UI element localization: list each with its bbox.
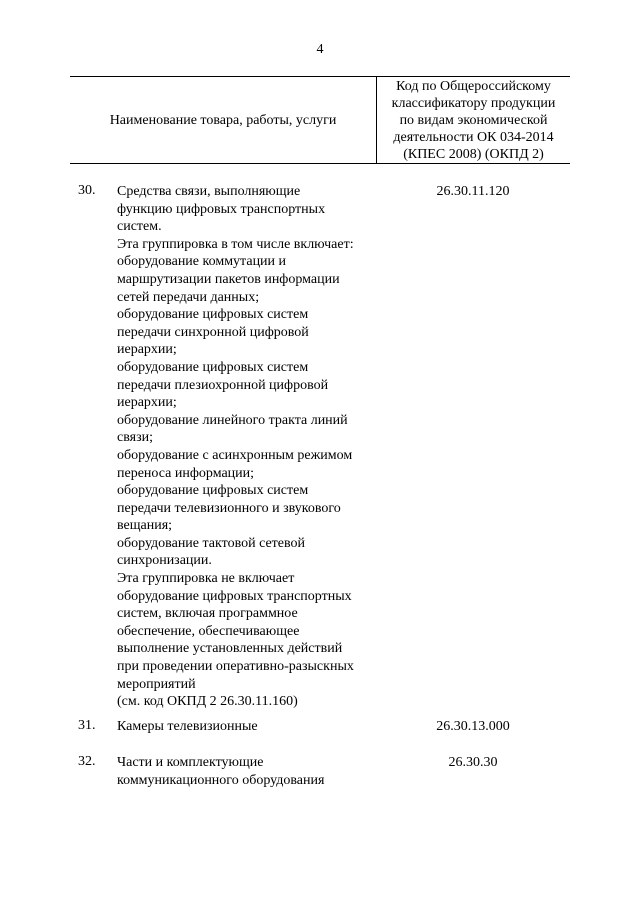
- row-number: 32.: [78, 754, 96, 769]
- row-description-line: оборудование цифровых систем: [117, 359, 309, 375]
- row-description-line: передачи синхронной цифровой: [117, 324, 309, 340]
- header-code-line: по видам экономической: [399, 113, 548, 128]
- row-description-line: оборудование коммутации и: [117, 254, 287, 270]
- row-description-line: функцию цифровых транспортных: [117, 201, 326, 217]
- page-number: 4: [316, 42, 324, 57]
- row-description-line: передачи плезиохронной цифровой: [117, 377, 329, 393]
- row-description-line: (см. код ОКПД 2 26.30.11.160): [117, 694, 298, 710]
- row-description-line: Эта группировка не включает: [117, 571, 295, 587]
- row-description-line: систем, включая программное: [117, 606, 298, 622]
- header-code-line: (КПЕС 2008) (ОКПД 2): [403, 147, 544, 162]
- row-description-line: Средства связи, выполняющие: [117, 184, 301, 199]
- row-description-line: сетей передачи данных;: [117, 289, 260, 305]
- row-description: [117, 754, 379, 789]
- row-description-line: оборудование тактовой сетевой: [117, 535, 306, 551]
- row-description-line: передачи телевизионного и звукового: [117, 500, 341, 516]
- row-description: [117, 718, 379, 736]
- row-description-line: оборудование цифровых систем: [117, 483, 309, 499]
- row-code: 26.30.30: [448, 755, 498, 770]
- row-description-line: оборудование линейного тракта линий: [117, 412, 348, 428]
- row-code: 26.30.13.000: [436, 719, 510, 734]
- table-top-rule: [70, 76, 570, 77]
- row-number: 30.: [78, 183, 96, 198]
- row-description-line: оборудование цифровых транспортных: [117, 588, 352, 604]
- row-description-line: выполнение установленных действий: [117, 641, 343, 657]
- row-description-line: Части и комплектующие: [117, 755, 264, 770]
- row-description-line: иерархии;: [117, 395, 177, 411]
- row-description-line: переноса информации;: [117, 465, 255, 481]
- table-header-bottom-rule: [70, 163, 570, 164]
- header-name-column: Наименование товара, работы, услуги: [109, 113, 337, 128]
- row-description-line: иерархии;: [117, 342, 177, 358]
- row-description-line: вещания;: [117, 518, 173, 534]
- row-code: 26.30.11.120: [436, 184, 510, 199]
- row-description-line: синхронизации.: [117, 553, 212, 569]
- header-code-column: [377, 78, 570, 163]
- row-number: 31.: [78, 718, 96, 733]
- row-description-line: связи;: [117, 430, 153, 446]
- row-description-line: оборудование цифровых систем: [117, 307, 309, 323]
- header-code-line: Код по Общероссийскому: [396, 79, 551, 94]
- row-description-line: оборудование с асинхронным режимом: [117, 447, 353, 463]
- row-description-line: Камеры телевизионные: [117, 719, 258, 734]
- header-code-line: классификатору продукции: [391, 96, 556, 111]
- header-code-line: деятельности ОК 034-2014: [393, 130, 554, 145]
- row-description-line: обеспечение, обеспечивающее: [117, 623, 300, 639]
- row-description-line: коммуникационного оборудования: [117, 772, 325, 788]
- row-description-line: при проведении оперативно-разыскных: [117, 659, 354, 675]
- row-description-line: систем.: [117, 219, 162, 235]
- row-description-line: мероприятий: [117, 676, 196, 692]
- row-description-line: маршрутизации пакетов информации: [117, 271, 340, 287]
- row-description-line: Эта группировка в том числе включает:: [117, 236, 354, 252]
- row-description: [117, 183, 379, 711]
